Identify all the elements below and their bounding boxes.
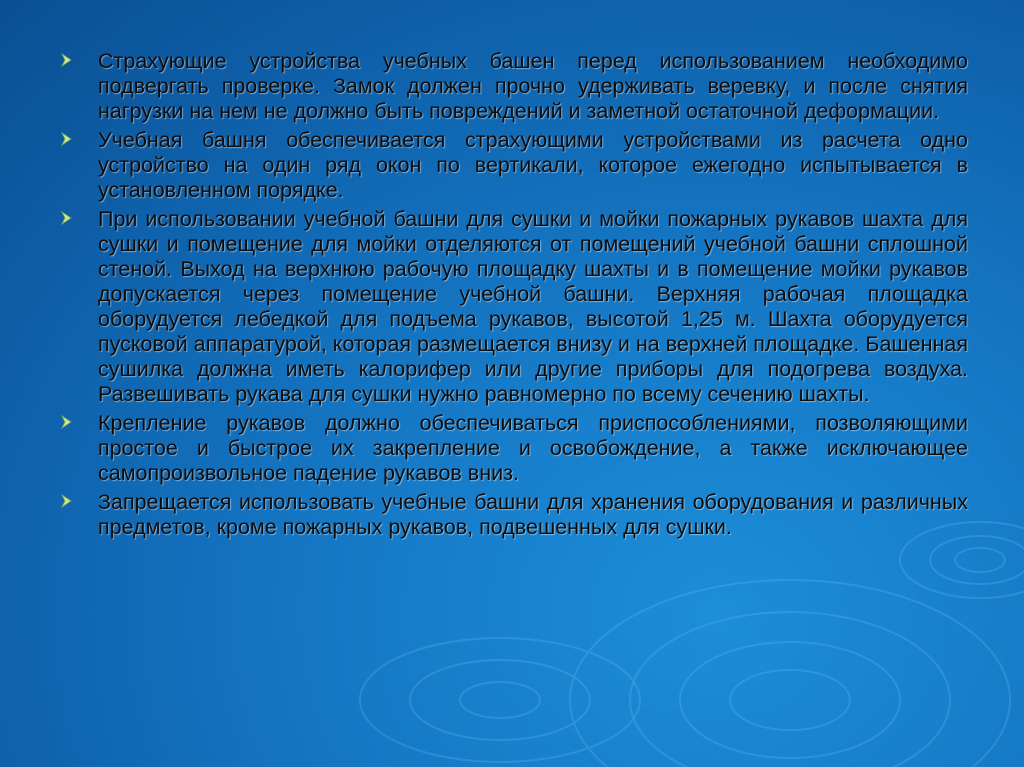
bullet-text: При использовании учебной башни для сушки и мойки пожарных рукавов шахта для сушки и помещение для мойки отделяются от помещений учебной башни сплошной стеной. Выход на верхнюю рабочую площадку шахты и в помещение мойки рукавов допускается через помещение учебной башни. Верхняя рабочая площадка оборудуется лебедкой для подъема рукавов, высотой 1,25 м. Шахта оборудуется пусковой аппаратурой, которая размещается внизу и на верхней площадке. Башенная сушилка должна иметь калорифер или другие приборы для подогрева воздуха. Развешивать рукава для сушки нужно равномерно по всему сечению шахты. (98, 207, 968, 406)
list-item (58, 207, 968, 407)
bullet-text: Крепление рукавов должно обеспечиваться приспособлениями, позволяющими простое и быстрое их закрепление и освобождение, а также исключающее самопроизвольное падение рукавов вниз. (98, 411, 968, 485)
chevron-arrow-icon (60, 414, 74, 430)
bullet-text: Страхующие устройства учебных башен перед использованием необходимо подвергать проверке. Замок должен прочно удерживать веревку, и после снятия нагрузки на нем не должно быть повреждений и заметной остаточной деформации. (98, 49, 968, 123)
chevron-arrow-icon (60, 131, 74, 147)
bullet-list (58, 49, 968, 544)
chevron-arrow-icon (60, 210, 74, 226)
list-item (58, 128, 968, 203)
bullet-text: Запрещается использовать учебные башни для хранения оборудования и различных предметов, кроме пожарных рукавов, подвешенных для сушки. (98, 490, 968, 539)
list-item (58, 411, 968, 486)
chevron-arrow-icon (60, 493, 74, 509)
chevron-arrow-icon (60, 52, 74, 68)
list-item (58, 49, 968, 124)
bullet-text: Учебная башня обеспечивается страхующими устройствами из расчета одно устройство на один ряд окон по вертикали, которое ежегодно испытывается в установленном порядке. (98, 128, 968, 202)
list-item (58, 490, 968, 540)
